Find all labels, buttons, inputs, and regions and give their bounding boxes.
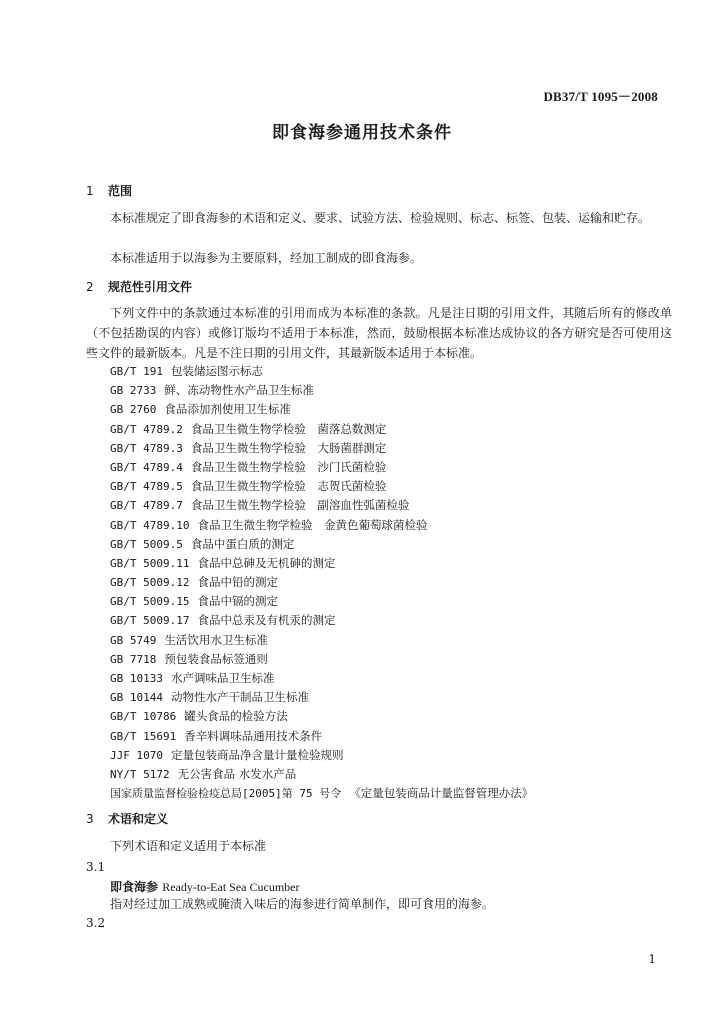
term-entry (110, 878, 300, 895)
reference-item (110, 516, 533, 535)
reference-title: 食品卫生微生物学检验 志贺氏菌检验 (190, 479, 387, 494)
reference-title: 香辛料调味品通用技术条件 (184, 728, 323, 743)
reference-item (110, 669, 533, 688)
reference-title: 食品卫生微生物学检验 菌落总数测定 (190, 421, 387, 436)
reference-item (110, 535, 533, 554)
reference-item (110, 650, 533, 669)
reference-code: GB/T 10786 (110, 710, 177, 724)
reference-code: GB/T 4789.7 (110, 499, 183, 513)
section-1-heading (86, 182, 132, 199)
reference-item (110, 746, 533, 765)
section-title: 术语和定义 (108, 812, 169, 826)
standard-code: DB37/T 1095－2008 (543, 89, 658, 104)
reference-code: GB/T 191 (110, 365, 163, 378)
section-1-paragraph-applicability: 本标准适用于以海参为主要原料，经加工制成的即食海参。 (110, 251, 423, 265)
reference-title: 无公害食品 水发水产品 (177, 766, 297, 781)
reference-item (110, 727, 533, 746)
reference-code: GB/T 5009.12 (110, 576, 190, 590)
reference-item (110, 400, 533, 419)
reference-item (110, 631, 533, 650)
reference-code: NY/T 5172 (110, 767, 170, 781)
reference-item (110, 477, 533, 496)
section-number: 1 (86, 184, 94, 198)
reference-code: GB/T 5009.15 (110, 595, 190, 609)
reference-code: GB 2733 (110, 384, 157, 398)
reference-code: GB/T 4789.2 (110, 422, 183, 436)
reference-item (110, 554, 533, 573)
section-title: 范围 (108, 184, 133, 198)
reference-item (110, 420, 533, 439)
reference-title: 食品卫生微生物学检验 沙门氏菌检验 (190, 459, 387, 474)
section-3-heading (86, 810, 168, 827)
reference-item (110, 573, 533, 592)
reference-item (110, 784, 533, 803)
reference-title: 食品卫生微生物学检验 金黄色葡萄球菌检验 (197, 517, 428, 532)
subclause-3-2-number: 3.2 (86, 916, 106, 930)
reference-item (110, 381, 533, 400)
section-number: 2 (86, 280, 94, 294)
reference-title: 水产调味品卫生标准 (170, 671, 275, 685)
section-2-intro-paragraph: 下列文件中的条款通过本标准的引用而成为本标准的条款。凡是注日期的引用文件，其随后所有的修改单（不包括勘误的内容）或修订版均不适用于本标准，然而，鼓励根据本标准达成协议的各方研究是否可使用这些文件的最新版本。凡是不注日期的引用文件，其最新版本适用于本标准。 (86, 306, 672, 360)
reference-title: 食品中总汞及有机汞的测定 (197, 613, 336, 628)
reference-code: GB/T 4789.3 (110, 441, 183, 455)
reference-list (110, 362, 533, 803)
reference-code: 国家质量监督检验检疫总局[2005]第 75 号令 (110, 787, 342, 801)
section-title: 规范性引用文件 (108, 280, 193, 294)
reference-item (110, 439, 533, 458)
reference-title: 定量包装商品净含量计量检验规则 (170, 747, 344, 762)
reference-title: 食品卫生微生物学检验 副溶血性弧菌检验 (190, 498, 410, 513)
reference-code: GB 10133 (110, 672, 163, 685)
page-number: 1 (648, 952, 656, 966)
reference-title: 罐头食品的检验方法 (184, 709, 288, 724)
reference-item (110, 688, 533, 707)
reference-item (110, 592, 533, 611)
section-3-intro: 下列术语和定义适用于本标准 (110, 839, 267, 853)
reference-title: 《定量包装商品计量监督管理办法》 (349, 786, 534, 801)
reference-title: 食品添加剂使用卫生标准 (164, 402, 291, 417)
reference-code: GB 7718 (110, 652, 157, 666)
section-1-paragraph-scope: 本标准规定了即食海参的术语和定义、要求、试验方法、检验规则、标志、标签、包装、运输和贮存。 (110, 211, 651, 225)
reference-item (110, 765, 533, 784)
reference-title: 鲜、冻动物性水产品卫生标准 (164, 383, 314, 398)
subclause-3-1-number: 3.1 (86, 860, 106, 874)
reference-item (110, 496, 533, 515)
reference-code: GB 5749 (110, 633, 157, 647)
reference-code: JJF 1070 (110, 748, 163, 762)
reference-title: 食品中镉的测定 (197, 594, 278, 609)
reference-item (110, 362, 533, 381)
term-definition: 指对经过加工成熟或腌渍入味后的海参进行简单制作，即可食用的海参。 (110, 897, 495, 911)
reference-code: GB/T 5009.5 (110, 537, 183, 551)
term-chinese: 即食海参 (110, 880, 159, 894)
term-english: Ready-to-Eat Sea Cucumber (162, 880, 300, 894)
reference-title: 包装储运图示标志 (170, 364, 263, 378)
reference-code: GB 2760 (110, 403, 157, 417)
reference-code: GB/T 5009.17 (110, 614, 190, 628)
reference-title: 食品卫生微生物学检验 大肠菌群测定 (190, 440, 387, 455)
reference-item (110, 611, 533, 630)
reference-code: GB/T 4789.10 (110, 518, 190, 532)
reference-code: GB/T 4789.5 (110, 480, 183, 494)
reference-item (110, 707, 533, 726)
reference-code: GB/T 15691 (110, 729, 177, 743)
reference-item (110, 458, 533, 477)
reference-code: GB/T 5009.11 (110, 556, 190, 570)
section-number: 3 (86, 812, 94, 826)
reference-code: GB 10144 (110, 691, 163, 705)
reference-code: GB/T 4789.4 (110, 460, 183, 474)
section-2-heading (86, 278, 192, 295)
reference-title: 生活饮用水卫生标准 (164, 632, 268, 647)
reference-title: 预包装食品标签通则 (164, 651, 268, 666)
reference-title: 动物性水产干制品卫生标准 (170, 690, 309, 705)
reference-title: 食品中总砷及无机砷的测定 (197, 555, 336, 570)
reference-title: 食品中蛋白质的测定 (190, 536, 295, 551)
reference-title: 食品中铅的测定 (197, 575, 278, 590)
document-title: 即食海参通用技术条件 (272, 123, 452, 143)
